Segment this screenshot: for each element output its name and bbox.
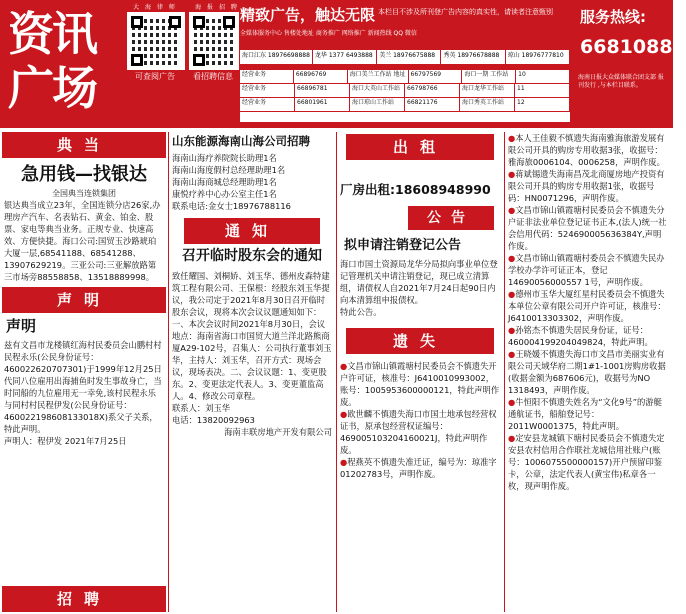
bullet-icon: ● (508, 325, 516, 335)
lost-item (508, 132, 669, 168)
notice-body: 致任耀国、刘桐娇、刘玉华、德州皮森特建筑工程有限公司、王保根：经股东刘玉华提议，我公司定于2021年8月30日召开临时股东会议，现将本次会议议题通知如下：一、本次会议时间2021年8月30日，会议地点：海南省海口市国贸大道兰洋北路熊商厦A29-102号，召集人：公司执行董事刘玉华，主持人：刘玉华，召开方式：现场会议，现场表决。二、会议议题：1、变更股东。2、变更法定代表人。3、变更董监高人。4、修改公司章程。 (172, 270, 332, 401)
lost-item-text: 文昌市锦山镇霞塘村委员会不慎遗失民办学校办学许可证正本，登记14690056000557 1号，声明作废。 (508, 253, 665, 287)
lost-item-text: 欧世麟不慎遗失海口市国土地承包经营权证书，原承包经营权证编号：469005103204160021J，特此声明作废。 (340, 408, 497, 455)
lost-item-text: 文昌市锦山镇霞塘村民委员会不慎遗失开户许可证，核准号：J6410010993002，账号：1005953600000121，特此声明作废。 (340, 360, 500, 407)
grid-row (240, 98, 570, 112)
bullet-icon: ● (508, 433, 516, 443)
grid-row (240, 70, 570, 84)
grid-cell: 经营业务 (240, 70, 294, 83)
section-header-recruit: 招聘 (2, 586, 166, 612)
slogan: 精致广告，触达无限 (240, 6, 376, 24)
grid-cell: 海口秀英工作站 (460, 98, 515, 111)
lost-item-text: 德州市玉华大厦红星村民委员会不慎遗失本单位公章有限公司开户许可证，核准号：J6410013303302，声明作废。 (508, 289, 666, 323)
job-item: 海南山海度假村总经理助理1名 (172, 165, 286, 176)
lost-item (508, 252, 669, 288)
section-header-notice: 通知 (184, 218, 320, 244)
contact-row (240, 50, 570, 64)
lost-item (508, 348, 669, 396)
grid-cell: 经营业务 (240, 98, 295, 111)
grid-cell: 66797569 (409, 70, 463, 83)
lost-item (508, 432, 669, 492)
announce-title: 拟申请注销登记公告 (344, 237, 462, 253)
lost-item-text: 程燕英不慎遗失准迁证，编号为：琼准字01202783号，声明作废。 (340, 456, 497, 479)
grid-row (240, 84, 570, 98)
section-header-announce: 公告 (408, 206, 494, 230)
qr1-label: 可查阅广告 (135, 72, 175, 81)
section-logo (8, 6, 116, 120)
grid-cell: 海口琼山工作站 (350, 98, 405, 111)
job-item: 康悦疗养中心办公室主任1名 (172, 189, 277, 200)
contact-cell: 秀英 18976678888 (441, 50, 505, 64)
lost-item-text: 定安县龙城镇下塘村民委员会不慎遗失定安县农村信用合作联社龙城信用社账户(账号：1006075500000157)开户预留印鉴卡，公章，法定代表人(黄宝伟)私章各一枚，现声明作废。 (508, 433, 665, 491)
grid-cell: 海口大英山工作站 (350, 84, 405, 97)
bullet-icon: ● (508, 253, 516, 263)
header-subtext: 本栏目不涉及所刊登广告内容的真实性，请读者注意甄别 (378, 8, 553, 16)
pawn-subtitle: 全国典当连锁集团 (52, 188, 116, 198)
contact-cell: 琼山 18976777810 (506, 50, 570, 64)
rent-title: 厂房出租:18608948990 (340, 182, 491, 197)
qr1-top-label: 大 海 律 师 (133, 4, 177, 11)
contact-grid (240, 70, 570, 122)
announce-end: 特此公告。 (340, 306, 382, 317)
grid-cell: 经营业务 (240, 84, 295, 97)
notice-title: 召开临时股东会的通知 (182, 248, 322, 265)
pawn-body: 银达典当成立23年，全国连锁分店26家,办理房产汽车、名表钻石、黄金、铂金、股票、家电等典当业务。正规专业、快速高效、方便快捷。海口公司:国贸玉沙路琥珀大厦一层,68541188、68541288、13907629219。三亚公司:三亚解放路第三市场旁88558858、13518889998。 (4, 199, 161, 282)
grid-cell: 海口龙华工作站 (460, 84, 515, 97)
bullet-icon: ● (508, 349, 516, 359)
announce-body: 海口市国土资源局龙华分局拟向事业单位登记管理机关申请注销登记，现已成立清算组，请债权人自2021年7月24日起90日内向本清算组申报债权。 (340, 258, 498, 305)
lost-item (508, 288, 669, 324)
lost-item (340, 360, 500, 408)
statement-signer: 声明人：程伊发 2021年7月25日 (4, 436, 127, 447)
statement-body: 兹有文昌市龙楼镇红海村民委员会山鹏村村民程永乐(公民身份证号：460022620707301)于1999年12月25日代同八位雇用出海捕鱼时发生事故身亡，当时同船的九位雇用无一幸免,该村民程永乐与同村村民程伊发(公民身份证号：460022198608133018X)系父子关系，特此声明。 (4, 340, 162, 435)
contact-cell: 海口江东 18976698888 (240, 50, 313, 64)
grid-cell: 66821176 (405, 98, 460, 111)
grid-cell: 11 (515, 84, 570, 97)
recruit-title: 山东能源海南山海公司招聘 (172, 134, 310, 148)
notice-phone: 电话：13820092963 (172, 414, 255, 425)
job-item: 海南山海疗养院院长助理1名 (172, 153, 277, 164)
lost-item-text: 本人王佳毅不慎遗失海南雅海旅游发展有限公司开具的购房专用收据3张，收据号：雅海旅0006104、0006258，声明作废。 (508, 133, 665, 167)
column-1 (2, 132, 166, 612)
bullet-icon: ● (508, 205, 516, 215)
lost-item (340, 456, 500, 480)
bullet-icon: ● (340, 408, 348, 419)
header-banner (0, 0, 686, 128)
logo-line1: 资讯 (8, 7, 96, 61)
qr-code-1[interactable] (127, 12, 185, 70)
grid-cell: 66798766 (405, 84, 460, 97)
section-header-statement: 声明 (2, 287, 166, 313)
column-2 (170, 132, 334, 612)
lost-item-text: 蒋斌锡遗失海南昌茂北商厦房地产投资有限公司开具的购房专用收据1张，收据号码：HN0071296，声明作废。 (508, 169, 665, 203)
header-right-info: 海南日报大众媒体联合团支部 报刊发行 ,与本栏目联系。 (578, 74, 664, 89)
grid-cell: 12 (515, 98, 570, 111)
bullet-icon: ● (340, 360, 348, 371)
statement-title: 声明 (6, 316, 37, 335)
bullet-icon: ● (340, 456, 348, 467)
lost-item-text: 王晓媛不慎遗失海口市文昌市美丽实业有限公司天域华府二期1#1-1001房购房收据(收据金额为687606元)，收据号为NO 1318493，声明作废。 (508, 349, 666, 395)
grid-cell: 66896781 (295, 84, 350, 97)
notice-contact: 联系人：刘玉华 (172, 402, 231, 413)
lost-item (508, 168, 669, 204)
job-contact: 联系电话:金女士18976788116 (172, 201, 291, 212)
qr2-label: 看招聘信息 (193, 72, 233, 81)
bullet-icon: ● (508, 289, 516, 299)
grid-cell: 66896769 (294, 70, 348, 83)
job-item: 海南山海商城总经理助理1名 (172, 177, 277, 188)
section-header-lost: 遗失 (346, 328, 494, 354)
column-divider (504, 132, 505, 612)
contact-cell: 龙华 1377 6493888 (313, 50, 377, 64)
lost-item-text: 文昌市锦山镇霞塘村民委员会不慎遗失分户证非法业单位登记证书正本,(法人)统一社会信用代码：524690005636384Y,声明作废。 (508, 205, 667, 251)
notice-company: 海南丰联房地产开发有限公司 (224, 426, 332, 437)
column-3 (338, 132, 502, 612)
bullet-icon: ● (508, 133, 516, 143)
lost-item (508, 324, 669, 348)
hotline-number: 66810888 (580, 36, 686, 58)
lost-item (508, 396, 669, 432)
contact-cell: 美兰 18976675888 (377, 50, 441, 64)
lost-item-text: 孙铭杰不慎遗失居民身份证，证号：460004199204049824，特此声明。 (508, 325, 653, 347)
qr2-top-label: 海 报 招 聘 (195, 4, 239, 11)
lost-item-text: 牛恒阳不慎遗失姓名为“文化9号”的游艇通航证书，船舶登记号：2011W0001375，特此声明。 (508, 397, 662, 431)
grid-cell: 66801961 (295, 98, 350, 111)
column-divider (168, 132, 169, 612)
qr-code-2[interactable] (189, 12, 239, 70)
header-info-line: 全媒体服务中心 售楼处地址 商务推广 网络推广 新闻热线 QQ 微信 (240, 30, 417, 37)
section-header-pawn: 典当 (2, 132, 166, 158)
bullet-icon: ● (508, 397, 516, 407)
grid-cell: 10 (516, 70, 570, 83)
hotline-label: 服务热线: (580, 8, 646, 26)
lost-item (508, 204, 669, 252)
lost-item (340, 408, 500, 456)
bullet-icon: ● (508, 169, 516, 179)
column-divider (336, 132, 337, 612)
grid-cell: 海口美兰工作站 地址 (348, 70, 409, 83)
grid-cell: 海口一期 工作站 (462, 70, 516, 83)
section-header-rent: 出租 (346, 134, 494, 160)
logo-line2: 广场 (8, 61, 96, 115)
column-4 (506, 132, 671, 612)
pawn-title: 急用钱—找银达 (21, 164, 147, 185)
